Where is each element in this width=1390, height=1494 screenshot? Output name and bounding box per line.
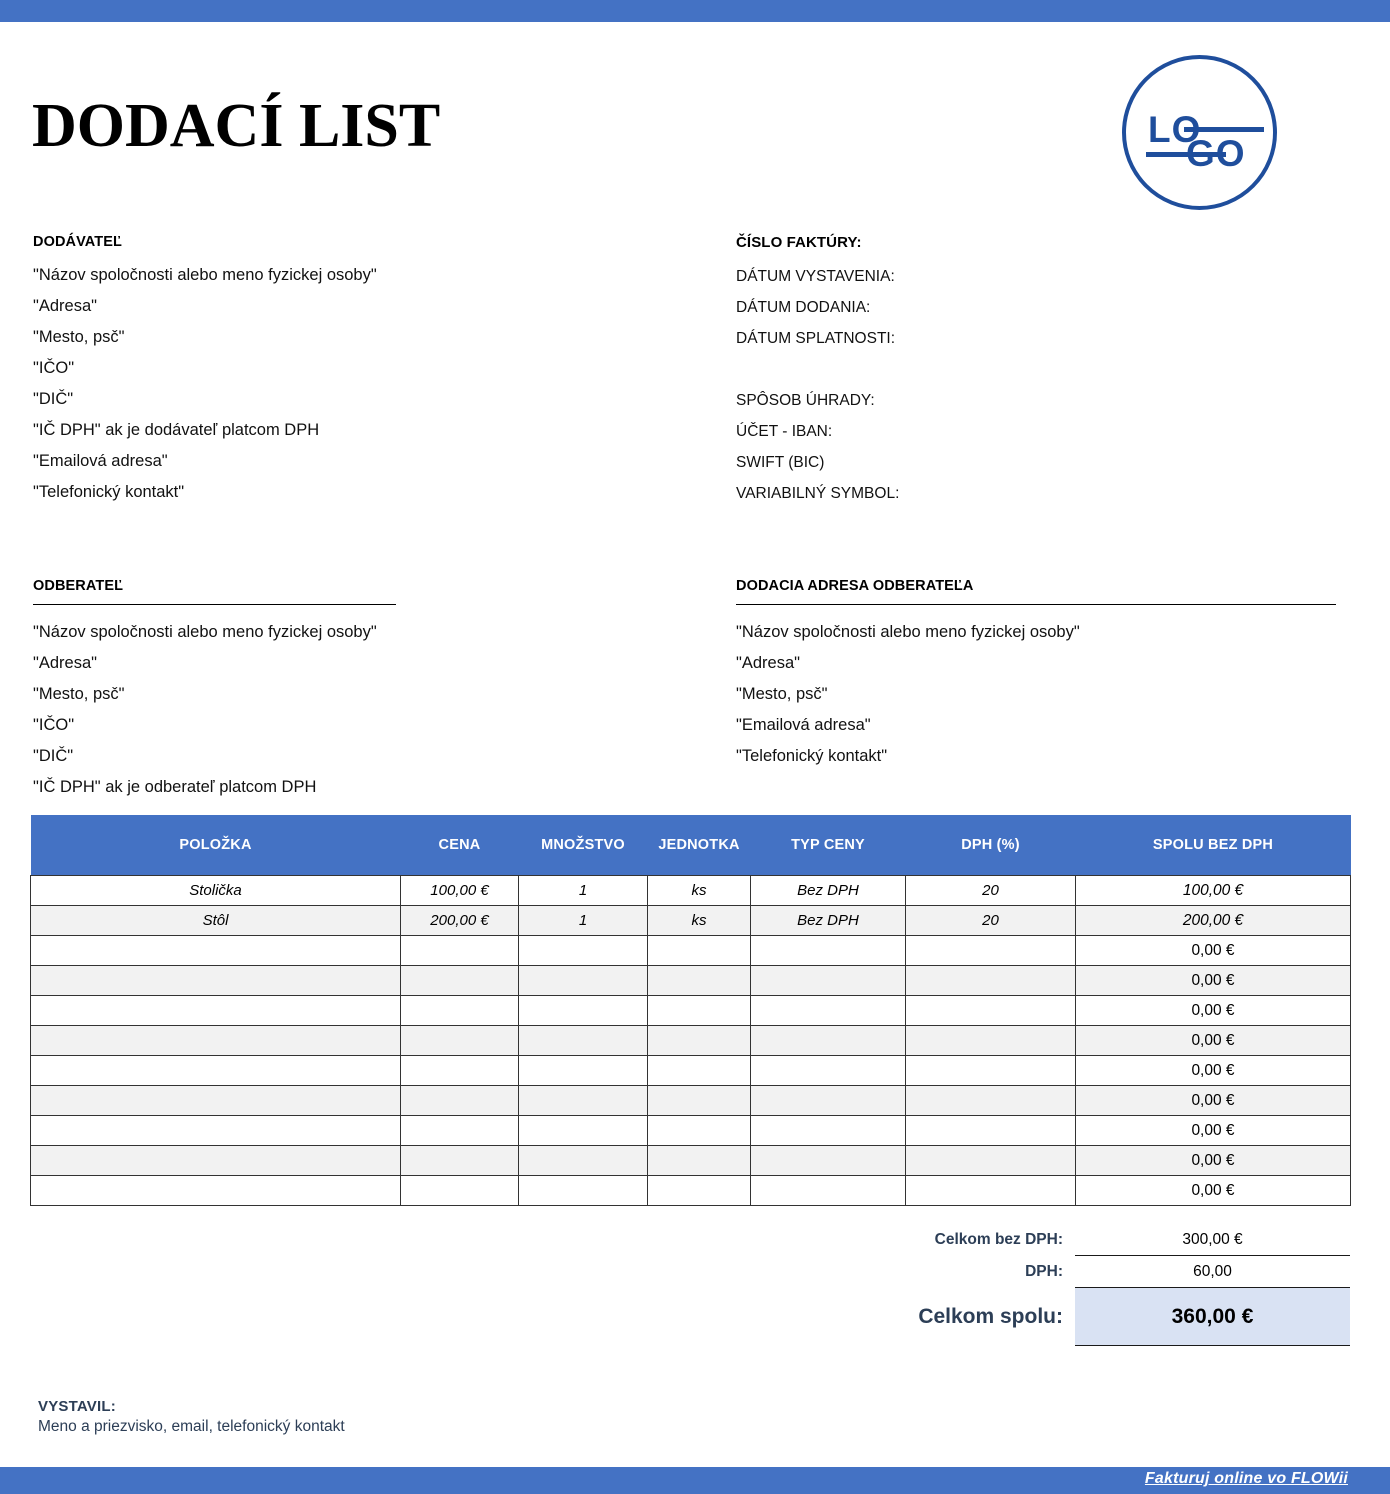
delivery-address-heading: DODACIA ADRESA ODBERATEĽA (736, 578, 974, 594)
cell-dph[interactable]: 20 (906, 876, 1076, 906)
cell-spolu[interactable]: 0,00 € (1076, 1086, 1351, 1116)
flowii-footer-link[interactable]: Fakturuj online vo FLOWii (1144, 1470, 1348, 1487)
column-header-spolu: SPOLU BEZ DPH (1076, 815, 1351, 876)
supplier-heading: DODÁVATEĽ (33, 234, 122, 250)
company-logo (1122, 55, 1277, 210)
cell-jednotka[interactable] (648, 996, 751, 1026)
cell-typ-ceny[interactable] (751, 1116, 906, 1146)
vat-value: 60,00 (1075, 1256, 1350, 1288)
items-table-body (31, 876, 1351, 1206)
subtotal-row (30, 1224, 1350, 1256)
column-header-mnozstvo: MNOŽSTVO (519, 815, 648, 876)
column-header-polozka: POLOŽKA (31, 815, 401, 876)
cell-typ-ceny[interactable]: Bez DPH (751, 906, 906, 936)
cell-mnozstvo[interactable] (519, 1116, 648, 1146)
cell-cena[interactable] (401, 936, 519, 966)
grand-total-row (30, 1288, 1350, 1346)
customer-line: "IČ DPH" ak je odberateľ platcom DPH (33, 778, 317, 796)
invoice-detail-line: SWIFT (BIC) (736, 454, 825, 471)
cell-spolu[interactable]: 0,00 € (1076, 1176, 1351, 1206)
cell-jednotka[interactable] (648, 966, 751, 996)
delivery-address-line: "Telefonický kontakt" (736, 747, 888, 765)
customer-line: "Mesto, psč" (33, 685, 125, 703)
cell-spolu[interactable]: 0,00 € (1076, 1026, 1351, 1056)
cell-jednotka[interactable]: ks (648, 906, 751, 936)
delivery-address-line: "Názov spoločnosti alebo meno fyzickej osoby" (736, 623, 1080, 641)
supplier-line: "Emailová adresa" (33, 452, 168, 470)
items-table (30, 815, 1351, 1206)
invoice-detail-line: ÚČET - IBAN: (736, 423, 833, 440)
cell-cena[interactable] (401, 1086, 519, 1116)
cell-typ-ceny[interactable] (751, 996, 906, 1026)
logo-text-go: GO (1186, 133, 1246, 174)
cell-mnozstvo[interactable]: 1 (519, 876, 648, 906)
supplier-block (33, 234, 633, 508)
cell-typ-ceny[interactable] (751, 966, 906, 996)
cell-jednotka[interactable] (648, 1056, 751, 1086)
cell-mnozstvo[interactable] (519, 936, 648, 966)
column-header-cena: CENA (401, 815, 519, 876)
logo-text-lo: LO (1148, 109, 1202, 150)
cell-jednotka[interactable]: ks (648, 876, 751, 906)
cell-dph[interactable] (906, 966, 1076, 996)
grand-total-value: 360,00 € (1075, 1288, 1350, 1346)
cell-spolu[interactable]: 0,00 € (1076, 1146, 1351, 1176)
cell-spolu[interactable]: 0,00 € (1076, 1056, 1351, 1086)
cell-cena[interactable] (401, 966, 519, 996)
cell-dph[interactable] (906, 1026, 1076, 1056)
invoice-detail-line: DÁTUM VYSTAVENIA: (736, 268, 895, 285)
customer-block (33, 578, 396, 803)
invoice-detail-line: DÁTUM SPLATNOSTI: (736, 330, 896, 347)
grand-total-label: Celkom spolu: (918, 1305, 1063, 1328)
cell-jednotka[interactable] (648, 1026, 751, 1056)
delivery-address-block (736, 578, 1336, 772)
table-row[interactable] (31, 1146, 1351, 1176)
cell-cena[interactable] (401, 1146, 519, 1176)
customer-line: "IČO" (33, 716, 75, 734)
issued-by-text: Meno a priezvisko, email, telefonický kontakt (38, 1418, 345, 1435)
table-row[interactable] (31, 966, 1351, 996)
supplier-line: "Mesto, psč" (33, 328, 125, 346)
customer-line: "Názov spoločnosti alebo meno fyzickej osoby" (33, 623, 377, 641)
page-title: DODACÍ LIST (32, 92, 441, 160)
cell-spolu[interactable]: 0,00 € (1076, 996, 1351, 1026)
table-row[interactable] (31, 1116, 1351, 1146)
cell-mnozstvo[interactable] (519, 1176, 648, 1206)
cell-jednotka[interactable] (648, 1146, 751, 1176)
table-row[interactable] (31, 1056, 1351, 1086)
cell-polozka[interactable] (31, 996, 401, 1026)
supplier-line: "DIČ" (33, 390, 74, 408)
cell-spolu[interactable]: 200,00 € (1076, 906, 1351, 936)
invoice-detail-line: SPÔSOB ÚHRADY: (736, 392, 875, 409)
vat-label: DPH: (1025, 1263, 1063, 1280)
vat-row (30, 1256, 1350, 1288)
issued-by-block (38, 1398, 345, 1436)
subtotal-label: Celkom bez DPH: (934, 1231, 1063, 1248)
cell-jednotka[interactable] (648, 1116, 751, 1146)
cell-polozka[interactable] (31, 1026, 401, 1056)
cell-dph[interactable] (906, 996, 1076, 1026)
cell-spolu[interactable]: 100,00 € (1076, 876, 1351, 906)
cell-mnozstvo[interactable] (519, 1026, 648, 1056)
cell-cena[interactable] (401, 1176, 519, 1206)
cell-polozka[interactable] (31, 1176, 401, 1206)
cell-spolu[interactable]: 0,00 € (1076, 936, 1351, 966)
supplier-line: "Telefonický kontakt" (33, 483, 185, 501)
cell-dph[interactable] (906, 1116, 1076, 1146)
subtotal-value: 300,00 € (1075, 1224, 1350, 1256)
cell-spolu[interactable]: 0,00 € (1076, 1116, 1351, 1146)
cell-typ-ceny[interactable] (751, 1086, 906, 1116)
customer-heading: ODBERATEĽ (33, 578, 124, 594)
column-header-typ-ceny: TYP CENY (751, 815, 906, 876)
column-header-jednotka: JEDNOTKA (648, 815, 751, 876)
supplier-line: "IČO" (33, 359, 75, 377)
customer-divider (33, 604, 396, 605)
issued-by-heading: VYSTAVIL: (38, 1398, 116, 1415)
cell-mnozstvo[interactable] (519, 1146, 648, 1176)
table-row[interactable] (31, 876, 1351, 906)
delivery-address-line: "Adresa" (736, 654, 800, 672)
cell-mnozstvo[interactable] (519, 966, 648, 996)
delivery-address-line: "Emailová adresa" (736, 716, 871, 734)
cell-cena[interactable] (401, 1026, 519, 1056)
cell-polozka[interactable]: Stolička (31, 876, 401, 906)
column-header-dph: DPH (%) (906, 815, 1076, 876)
cell-mnozstvo[interactable] (519, 996, 648, 1026)
cell-typ-ceny[interactable] (751, 1026, 906, 1056)
cell-dph[interactable] (906, 1056, 1076, 1086)
cell-typ-ceny[interactable] (751, 1176, 906, 1206)
cell-polozka[interactable]: Stôl (31, 906, 401, 936)
invoice-details-block (736, 234, 1336, 509)
cell-dph[interactable] (906, 1146, 1076, 1176)
customer-line: "DIČ" (33, 747, 74, 765)
supplier-line: "Adresa" (33, 297, 97, 315)
table-row[interactable] (31, 1086, 1351, 1116)
cell-polozka[interactable] (31, 1116, 401, 1146)
totals-section (30, 1224, 1350, 1346)
cell-cena[interactable] (401, 1056, 519, 1086)
cell-mnozstvo[interactable] (519, 1056, 648, 1086)
invoice-number-label: ČÍSLO FAKTÚRY: (736, 234, 862, 251)
delivery-address-divider (736, 604, 1336, 605)
customer-line: "Adresa" (33, 654, 97, 672)
cell-polozka[interactable] (31, 1146, 401, 1176)
supplier-line: "Názov spoločnosti alebo meno fyzickej osoby" (33, 266, 377, 284)
invoice-detail-line: DÁTUM DODANIA: (736, 299, 871, 316)
cell-cena[interactable] (401, 996, 519, 1026)
cell-dph[interactable] (906, 936, 1076, 966)
delivery-address-line: "Mesto, psč" (736, 685, 828, 703)
cell-jednotka[interactable] (648, 1176, 751, 1206)
table-row[interactable] (31, 1026, 1351, 1056)
logo-inner (1126, 59, 1273, 206)
table-row[interactable] (31, 936, 1351, 966)
cell-polozka[interactable] (31, 1086, 401, 1116)
cell-cena[interactable]: 200,00 € (401, 906, 519, 936)
cell-jednotka[interactable] (648, 936, 751, 966)
cell-spolu[interactable]: 0,00 € (1076, 966, 1351, 996)
cell-dph[interactable] (906, 1176, 1076, 1206)
cell-dph[interactable] (906, 1086, 1076, 1116)
cell-typ-ceny[interactable] (751, 936, 906, 966)
cell-polozka[interactable] (31, 1056, 401, 1086)
cell-cena[interactable] (401, 1116, 519, 1146)
cell-jednotka[interactable] (648, 1086, 751, 1116)
cell-polozka[interactable] (31, 936, 401, 966)
cell-cena[interactable]: 100,00 € (401, 876, 519, 906)
cell-typ-ceny[interactable] (751, 1056, 906, 1086)
table-row[interactable] (31, 996, 1351, 1026)
items-table-header-row (31, 815, 1351, 876)
top-accent-bar (0, 0, 1390, 22)
table-row[interactable] (31, 1176, 1351, 1206)
cell-polozka[interactable] (31, 966, 401, 996)
cell-mnozstvo[interactable] (519, 1086, 648, 1116)
cell-mnozstvo[interactable]: 1 (519, 906, 648, 936)
invoice-detail-line: VARIABILNÝ SYMBOL: (736, 485, 900, 502)
supplier-line: "IČ DPH" ak je dodávateľ platcom DPH (33, 421, 320, 439)
cell-typ-ceny[interactable] (751, 1146, 906, 1176)
cell-dph[interactable]: 20 (906, 906, 1076, 936)
cell-typ-ceny[interactable]: Bez DPH (751, 876, 906, 906)
table-row[interactable] (31, 906, 1351, 936)
